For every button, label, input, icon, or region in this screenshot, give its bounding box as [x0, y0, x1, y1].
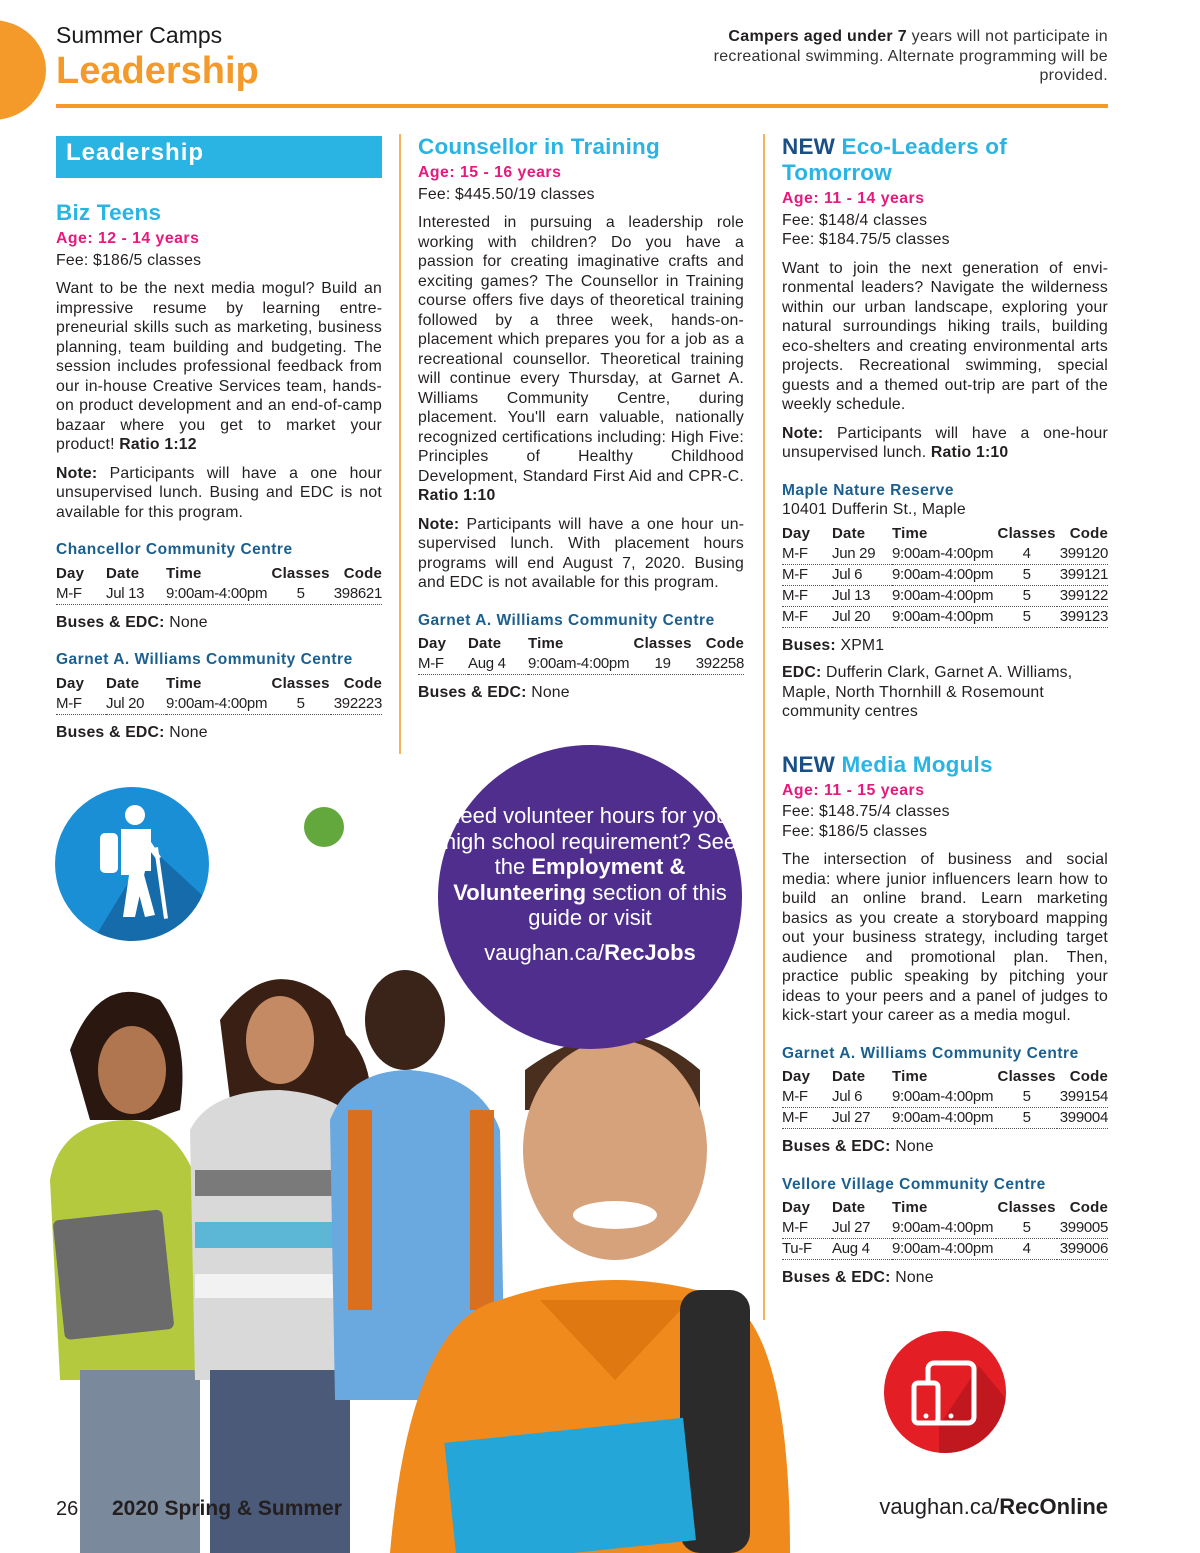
program-ratio: Ratio 1:10 — [930, 444, 1009, 461]
table-row — [56, 694, 382, 715]
page-title: Leadership — [56, 50, 259, 92]
col-day: Day — [56, 674, 85, 692]
description-text: Want to be the next media mogul? Build an impressive resume by learning entrepreneurial skills such as marketing, business planning, team building and budgeting. The session includes professional feedback from our in-house Creative Services team, hands-on product development and an end-of-camp bazaar where you get to market your product! — [56, 280, 382, 453]
cell-time: 9:00am-4:00pm — [892, 606, 996, 627]
link-plain: vaughan.ca/ — [484, 939, 605, 965]
location-name: Garnet A. Williams Community Centre — [56, 651, 353, 668]
recjobs-link[interactable] — [438, 940, 742, 966]
program-fee: Fee: $186/5 classes — [56, 251, 202, 269]
col-code: Code — [343, 674, 382, 692]
col-date: Date — [468, 635, 502, 652]
program-note — [56, 464, 382, 523]
col-classes: Classes — [997, 524, 1056, 542]
promo-text-2: section of this guide or visit — [528, 879, 727, 930]
cell-classes: 19 — [632, 654, 693, 675]
note-text: Participants will have a one-hour unsupervised lunch. — [782, 424, 1108, 461]
buses-info — [782, 1268, 1108, 1288]
url-bold: RecOnline — [999, 1494, 1108, 1519]
buses-info — [782, 1137, 1108, 1157]
note-label: Note: — [56, 464, 98, 482]
corner-accent-circle — [0, 20, 46, 120]
cell-day: M-F — [782, 1108, 832, 1129]
cell-code: 399006 — [1057, 1239, 1108, 1260]
cell-date: Jul 6 — [832, 564, 892, 585]
header-rule — [56, 104, 1108, 108]
col-time: Time — [166, 564, 202, 582]
location-address: 10401 Dufferin St., Maple — [782, 501, 966, 518]
note-label: Note: — [782, 424, 824, 442]
cell-day: M-F — [782, 585, 832, 606]
col-time: Time — [528, 635, 564, 652]
schedule-table — [56, 564, 382, 605]
table-row — [782, 606, 1108, 627]
url-plain: vaughan.ca/ — [879, 1494, 1000, 1519]
program-ratio: Ratio 1:10 — [418, 487, 496, 504]
col-date: Date — [832, 1199, 866, 1216]
col-code: Code — [1069, 1068, 1108, 1085]
cell-day: M-F — [418, 654, 468, 675]
promo-text: Need volunteer hours for your high school requirement? See the — [443, 803, 737, 879]
column-divider — [399, 134, 401, 754]
edc-value: Dufferin Clark, Garnet A. Williams, Maple, North Thornhill & Rosemount community centres — [782, 664, 1073, 720]
col-time: Time — [892, 524, 928, 542]
buses-value: None — [526, 684, 570, 701]
buses-label: Buses & EDC: — [782, 1269, 891, 1286]
table-header-row — [782, 1198, 1108, 1218]
buses-info — [56, 723, 382, 743]
buses-value: None — [164, 613, 208, 631]
cell-day: M-F — [56, 694, 106, 715]
column-right — [782, 134, 1108, 1288]
cell-code: 399123 — [1057, 606, 1108, 627]
program-description — [418, 213, 744, 506]
buses-label: Buses & EDC: — [418, 684, 527, 701]
table-row — [782, 1239, 1108, 1260]
note-text: Participants will have a one hour unsupervised lunch. With placement hours programs will end August 7, 2020. Busing and EDC is not available for this program. — [418, 515, 744, 591]
program-title — [782, 752, 1108, 778]
program-title: Biz Teens — [56, 200, 162, 225]
col-date: Date — [106, 674, 140, 692]
program-description — [56, 279, 382, 455]
buses-value: None — [890, 1269, 934, 1286]
col-date: Date — [832, 1068, 866, 1085]
program-fee: Fee: $148.75/4 classes — [782, 803, 950, 820]
note-label: Note: — [418, 515, 460, 533]
schedule-table — [782, 1067, 1108, 1129]
program-description: Want to join the next generation of environmental leaders? Navigate the wilderness within our urban landscape, exploring your natural surroundings hiking trails, building eco-shelters and creating environmental arts projects. Recreational swimming, special guests and a themed out-trip are part of the weekly schedule. — [782, 259, 1108, 413]
program-age: Age: 12 - 14 years — [56, 230, 200, 247]
swimming-notice — [688, 27, 1108, 86]
table-row — [782, 1087, 1108, 1108]
cell-day: M-F — [782, 1087, 832, 1108]
link-bold: RecJobs — [604, 939, 696, 965]
table-header-row — [782, 1067, 1108, 1087]
column-middle — [418, 134, 744, 703]
page-number: 26 — [56, 1498, 79, 1520]
cell-classes: 4 — [996, 544, 1057, 565]
location-name: Maple Nature Reserve — [782, 481, 954, 499]
buses-value: None — [890, 1138, 934, 1155]
cell-code: 399122 — [1057, 585, 1108, 606]
cell-classes: 5 — [270, 584, 331, 605]
program-age: Age: 15 - 16 years — [418, 164, 562, 181]
cell-date: Jul 20 — [106, 694, 166, 715]
table-row — [782, 585, 1108, 606]
table-row — [782, 1218, 1108, 1239]
guide-title: 2020 Spring & Summer — [112, 1497, 342, 1520]
table-row — [782, 544, 1108, 565]
program-note — [418, 515, 744, 593]
cell-code: 399005 — [1057, 1218, 1108, 1239]
buses-label: Buses & EDC: — [56, 723, 165, 741]
cell-date: Jul 20 — [832, 606, 892, 627]
cell-day: Tu-F — [782, 1239, 832, 1260]
cell-code: 392223 — [331, 694, 382, 715]
col-classes: Classes — [997, 1068, 1056, 1085]
schedule-table — [56, 674, 382, 715]
buses-label: Buses & EDC: — [56, 613, 165, 631]
col-date: Date — [106, 564, 140, 582]
col-classes: Classes — [633, 635, 692, 652]
program-fee: Fee: $186/5 classes — [782, 822, 928, 840]
cell-time: 9:00am-4:00pm — [528, 654, 632, 675]
cell-day: M-F — [56, 584, 106, 605]
cell-time: 9:00am-4:00pm — [892, 564, 996, 585]
note-text: Participants will have a one hour unsupervised lunch. Busing and EDC is not available for this program. — [56, 464, 382, 521]
table-row — [782, 1108, 1108, 1129]
program-title-text: Eco-Leaders of Tomorrow — [782, 134, 1007, 185]
cell-code: 399120 — [1057, 544, 1108, 565]
cell-code: 399154 — [1057, 1087, 1108, 1108]
cell-time: 9:00am-4:00pm — [166, 694, 270, 715]
program-title: Counsellor in Training — [418, 134, 660, 159]
col-classes: Classes — [271, 674, 330, 692]
cell-date: Jul 13 — [106, 584, 166, 605]
cell-time: 9:00am-4:00pm — [892, 544, 996, 565]
program-fee: Fee: $148/4 classes — [782, 211, 928, 229]
photo-group-of-teens — [30, 960, 790, 1553]
schedule-table — [782, 1198, 1108, 1260]
col-classes: Classes — [997, 1199, 1056, 1216]
cell-day: M-F — [782, 1218, 832, 1239]
table-header-row — [782, 524, 1108, 544]
cell-classes: 5 — [996, 585, 1057, 606]
swimming-notice-bold: Campers aged under 7 — [728, 28, 907, 45]
col-code: Code — [343, 564, 382, 582]
program-fee: Fee: $445.50/19 classes — [418, 185, 595, 203]
program-title-text: Media Moguls — [835, 751, 993, 777]
buses-value: XPM1 — [835, 636, 885, 654]
col-day: Day — [782, 524, 811, 542]
buses-info — [782, 636, 1108, 656]
cell-day: M-F — [782, 564, 832, 585]
col-day: Day — [56, 564, 85, 582]
swimming-notice-text: years will not participate in recreational swimming. Alternate programming will be provided. — [713, 28, 1108, 84]
col-day: Day — [418, 635, 447, 652]
cell-code: 392258 — [693, 654, 744, 675]
cell-code: 399121 — [1057, 564, 1108, 585]
cell-time: 9:00am-4:00pm — [892, 585, 996, 606]
cell-date: Jul 13 — [832, 585, 892, 606]
new-badge: NEW — [782, 751, 836, 777]
cell-time: 9:00am-4:00pm — [892, 1108, 996, 1129]
col-day: Day — [782, 1199, 811, 1216]
buses-info — [56, 613, 382, 633]
table-row — [56, 584, 382, 605]
program-description: The intersection of business and social media: where junior influencers learn how to build an online brand. Learn marketing basics as you create a storyboard mapping out your business strategy, including target audience and promotional plan. Then, practice public speaking by pitching your ideas to your peers and a panel of judges to kick-start your career as a media mogul. — [782, 851, 1108, 1024]
decorative-dot — [304, 807, 344, 847]
cell-date: Jul 27 — [832, 1218, 892, 1239]
schedule-table — [782, 524, 1108, 628]
cell-day: M-F — [782, 606, 832, 627]
table-header-row — [418, 634, 744, 654]
program-age: Age: 11 - 14 years — [782, 190, 925, 207]
table-header-row — [56, 564, 382, 584]
column-left — [56, 134, 382, 742]
cell-classes: 5 — [270, 694, 331, 715]
cell-date: Aug 4 — [832, 1239, 892, 1260]
col-code: Code — [1069, 524, 1108, 542]
col-date: Date — [832, 524, 866, 542]
edc-info — [782, 663, 1108, 722]
cell-classes: 4 — [996, 1239, 1057, 1260]
tablet-phone-icon — [884, 1331, 1006, 1453]
promo-bold: Employment & Volunteering — [453, 854, 686, 905]
buses-info — [418, 683, 744, 703]
edc-label: EDC: — [782, 664, 822, 681]
description-text: Interested in pursuing a leadership role working with children? Do you have a passion for creating imaginative crafts and exciting games? The Counsellor in Training course offers five days of theoretical training followed by a three week, hands-on-placement which prepares you for a job as a recreational counsellor. Theoretical training will continue every Thursday, at Garnet A. Williams Community Centre, during placement. You'll earn valuable, nationally recognized certifications including: High Five: Principles of Healthy Childhood Development, Standard First Aid and CPR-C. — [418, 214, 744, 485]
col-classes: Classes — [271, 564, 330, 582]
cell-time: 9:00am-4:00pm — [892, 1218, 996, 1239]
cell-date: Jun 29 — [832, 544, 892, 565]
table-row — [782, 564, 1108, 585]
cell-time: 9:00am-4:00pm — [892, 1087, 996, 1108]
cell-code: 398621 — [331, 584, 382, 605]
col-day: Day — [782, 1068, 811, 1085]
reconline-link[interactable] — [879, 1494, 1108, 1520]
location-name: Chancellor Community Centre — [56, 541, 293, 558]
cell-classes: 5 — [996, 1218, 1057, 1239]
program-fee: Fee: $184.75/5 classes — [782, 231, 950, 248]
col-time: Time — [166, 674, 202, 692]
program-age: Age: 11 - 15 years — [782, 781, 925, 799]
table-header-row — [56, 674, 382, 694]
cell-date: Jul 27 — [832, 1108, 892, 1129]
cell-date: Aug 4 — [468, 654, 528, 675]
cell-day: M-F — [782, 544, 832, 565]
col-code: Code — [705, 635, 744, 652]
section-supertitle: Summer Camps — [56, 22, 223, 48]
volunteer-promo — [438, 745, 742, 1049]
buses-label: Buses & EDC: — [782, 1138, 891, 1155]
location-name: Garnet A. Williams Community Centre — [418, 611, 715, 629]
buses-label: Buses: — [782, 636, 836, 654]
location-name: Vellore Village Community Centre — [782, 1175, 1046, 1193]
schedule-table — [418, 634, 744, 675]
col-time: Time — [892, 1068, 928, 1085]
cell-classes: 5 — [996, 1087, 1057, 1108]
program-ratio: Ratio 1:12 — [119, 436, 197, 453]
cell-time: 9:00am-4:00pm — [892, 1239, 996, 1260]
col-time: Time — [892, 1199, 928, 1216]
program-title — [782, 134, 1108, 186]
cell-classes: 5 — [996, 1108, 1057, 1129]
program-note — [782, 424, 1108, 463]
buses-value: None — [164, 723, 208, 741]
location-name: Garnet A. Williams Community Centre — [782, 1044, 1079, 1062]
col-code: Code — [1069, 1199, 1108, 1216]
cell-classes: 5 — [996, 564, 1057, 585]
hiker-icon — [55, 787, 209, 941]
table-row — [418, 654, 744, 675]
cell-classes: 5 — [996, 606, 1057, 627]
cell-date: Jul 6 — [832, 1087, 892, 1108]
section-banner: Leadership — [56, 136, 382, 178]
new-badge: NEW — [782, 134, 836, 159]
cell-code: 399004 — [1057, 1108, 1108, 1129]
cell-time: 9:00am-4:00pm — [166, 584, 270, 605]
